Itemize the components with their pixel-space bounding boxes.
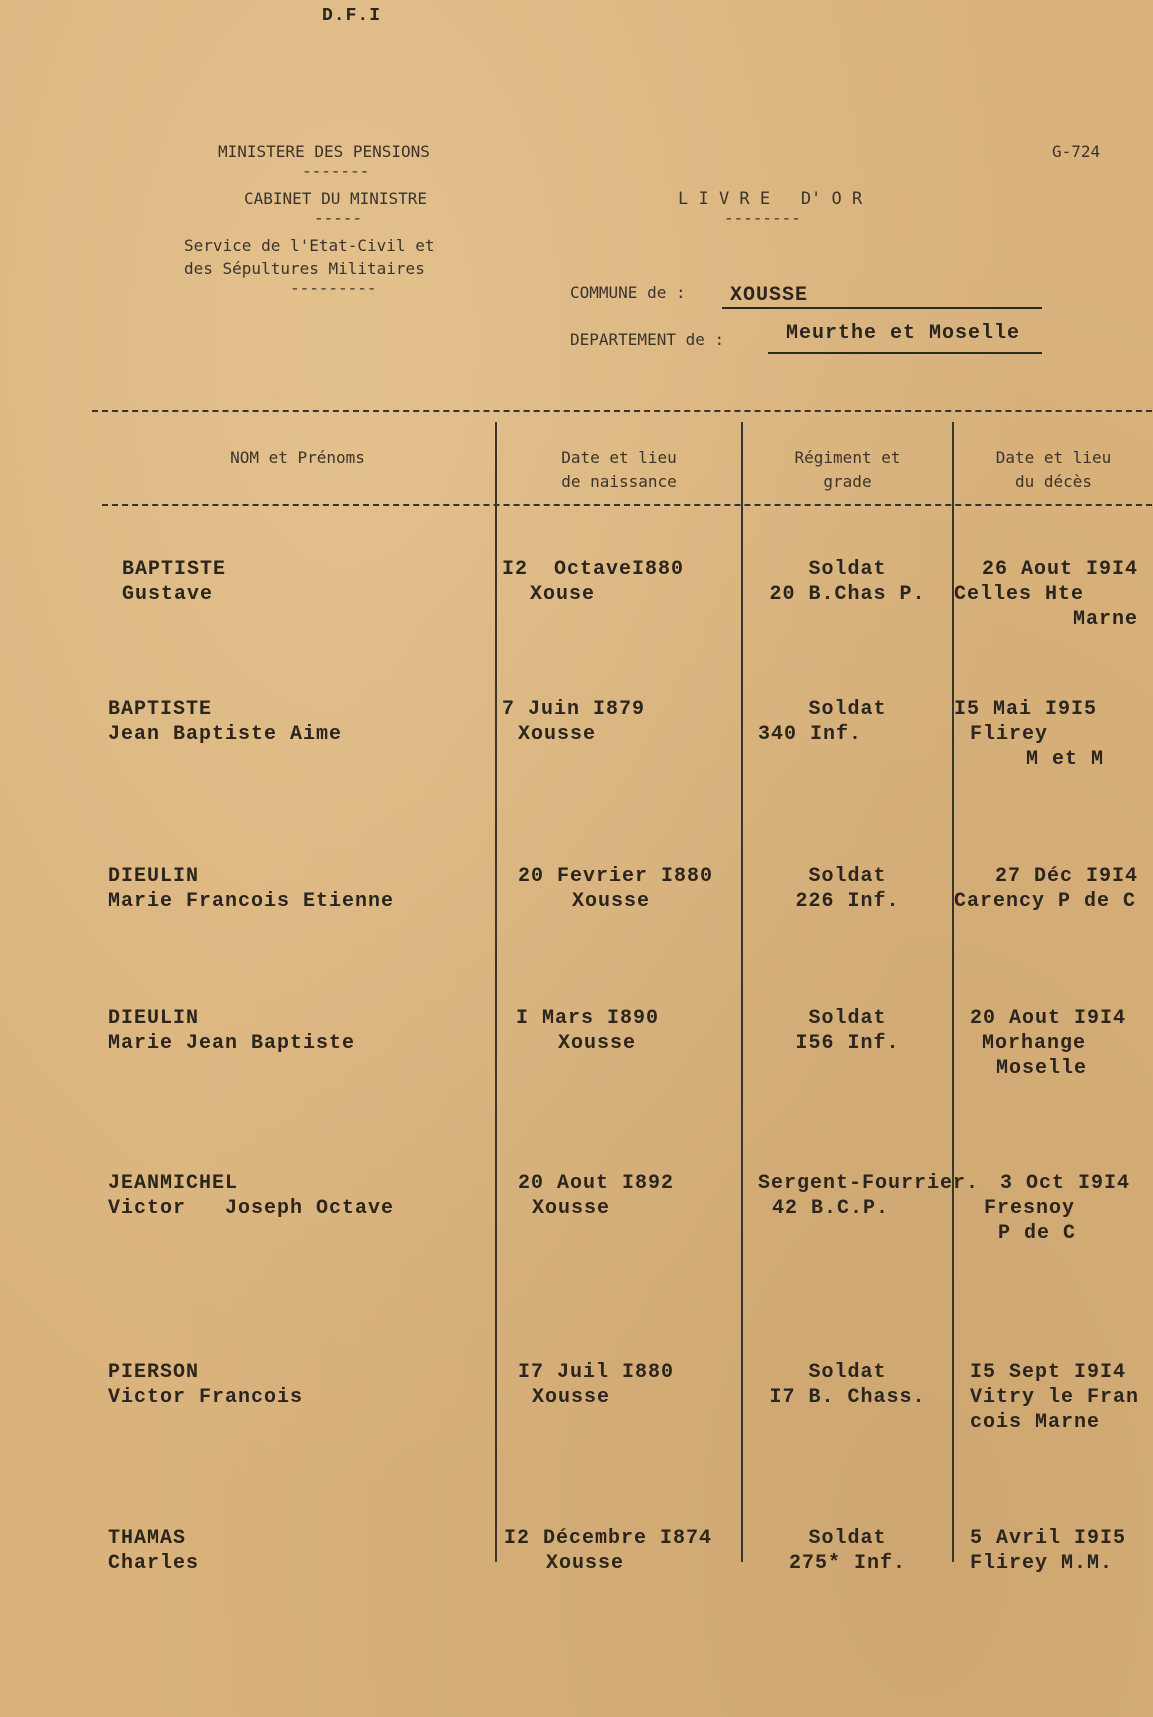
row-3-given: Marie Jean Baptiste [108,1032,356,1055]
row-0-given: Gustave [122,583,214,606]
row-3-surname: DIEULIN [108,1007,200,1030]
row-0-death-line3: Marne [1072,608,1138,631]
row-1-death-line1: I5 Mai I9I5 [954,698,1098,721]
service-separator: --------- [290,280,377,298]
row-1-surname: BAPTISTE [108,698,213,721]
row-1-death-line2: Flirey [970,723,1049,746]
header-birth-line2: de naissance [561,472,677,491]
row-5-death-line1: I5 Sept I9I4 [970,1361,1127,1384]
row-4-birth-date: 20 Aout I892 [518,1172,675,1195]
row-5-death-line3: cois Marne [970,1411,1101,1434]
reference-number: G-724 [1052,142,1101,161]
header-birth [497,446,741,494]
row-4-surname: JEANMICHEL [108,1172,239,1195]
cabinet-title: CABINET DU MINISTRE [244,189,428,208]
row-4-regiment: 42 B.C.P. [772,1197,890,1220]
row-1-death-line3: M et M [1026,748,1105,771]
service-line-1: Service de l'Etat-Civil et [184,236,435,255]
table-header-rule [102,504,1152,506]
document-code: D.F.I [322,6,382,26]
row-1-grade: Soldat [808,698,887,721]
commune-label: COMMUNE de : [570,283,686,302]
row-3-birth-place: Xousse [558,1032,637,1055]
header-name: NOM et Prénoms [230,448,365,467]
table-top-rule [92,410,1152,412]
row-3-birth-date: I Mars I890 [516,1007,660,1030]
header-regiment-line2: grade [823,472,872,491]
row-2-death-line1: 27 Déc I9I4 [994,865,1138,888]
departement-value: Meurthe et Moselle [786,322,1021,345]
row-3-death-line1: 20 Aout I9I4 [970,1007,1127,1030]
row-2-death-line2: Carency P de C [954,890,1137,913]
row-6-given: Charles [108,1552,200,1575]
row-2-birth-place: Xousse [572,890,651,913]
row-2-given: Marie Francois Etienne [108,890,395,913]
row-3-death-line2: Morhange [982,1032,1087,1055]
livre-dor-separator: -------- [724,210,801,228]
row-2-grade: Soldat [808,865,887,888]
row-5-birth-place: Xousse [532,1386,611,1409]
header-regiment-line1: Régiment et [794,448,901,467]
row-3-death-line3: Moselle [996,1057,1088,1080]
row-6-surname: THAMAS [108,1527,187,1550]
header-birth-line1: Date et lieu [561,448,677,467]
row-2-surname: DIEULIN [108,865,200,888]
row-6-birth-date: I2 Décembre I874 [504,1527,713,1550]
row-1-regiment: 340 Inf. [758,723,863,746]
row-6-birth-place: Xousse [546,1552,625,1575]
livre-dor-title: L I V R E D' O R [678,189,863,209]
row-0-regiment: 20 B.Chas P. [769,583,926,606]
row-4-grade: Sergent-Fourrier. [758,1172,980,1195]
row-4-death-line1: 3 Oct I9I4 [1000,1172,1131,1195]
column-divider-1 [495,422,497,1562]
departement-underline [768,352,1042,354]
header-death [954,446,1153,494]
row-4-death-line3: P de C [998,1222,1077,1245]
row-1-birth-place: Xousse [518,723,597,746]
row-4-birth-place: Xousse [532,1197,611,1220]
departement-label: DEPARTEMENT de : [570,330,725,349]
row-5-surname: PIERSON [108,1361,200,1384]
row-4-death-line2: Fresnoy [984,1197,1076,1220]
row-5-death-line2: Vitry le Fran [970,1386,1140,1409]
row-5-given: Victor Francois [108,1386,304,1409]
commune-value: XOUSSE [730,284,809,307]
row-0-grade: Soldat [808,558,887,581]
row-0-death-line1: 26 Aout I9I4 [981,558,1138,581]
ministry-separator: ------- [302,163,370,181]
row-5-birth-date: I7 Juil I880 [518,1361,675,1384]
row-3-grade: Soldat [808,1007,887,1030]
row-1-birth-date: 7 Juin I879 [502,698,646,721]
row-3-regiment: I56 Inf. [795,1032,900,1055]
header-death-line1: Date et lieu [995,448,1112,467]
row-4-given: Victor Joseph Octave [108,1197,395,1220]
header-death-line2: du décès [1014,472,1093,491]
row-5-regiment: I7 B. Chass. [769,1386,926,1409]
row-2-birth-date: 20 Fevrier I880 [518,865,714,888]
row-0-birth-date: I2 OctaveI880 [502,558,685,581]
ministry-title: MINISTERE DES PENSIONS [218,142,430,161]
header-regiment [743,446,952,494]
cabinet-separator: ----- [314,210,363,228]
row-5-grade: Soldat [808,1361,887,1384]
row-2-regiment: 226 Inf. [795,890,900,913]
service-line-2: des Sépultures Militaires [184,259,425,278]
row-6-regiment: 275* Inf. [788,1552,907,1575]
row-6-grade: Soldat [808,1527,887,1550]
row-6-death-line2: Flirey M.M. [970,1552,1114,1575]
row-0-death-line2: Celles Hte [954,583,1085,606]
row-6-death-line1: 5 Avril I9I5 [970,1527,1127,1550]
row-0-surname: BAPTISTE [122,558,227,581]
row-1-given: Jean Baptiste Aime [108,723,343,746]
commune-underline [722,307,1042,309]
row-0-birth-place: Xouse [530,583,596,606]
